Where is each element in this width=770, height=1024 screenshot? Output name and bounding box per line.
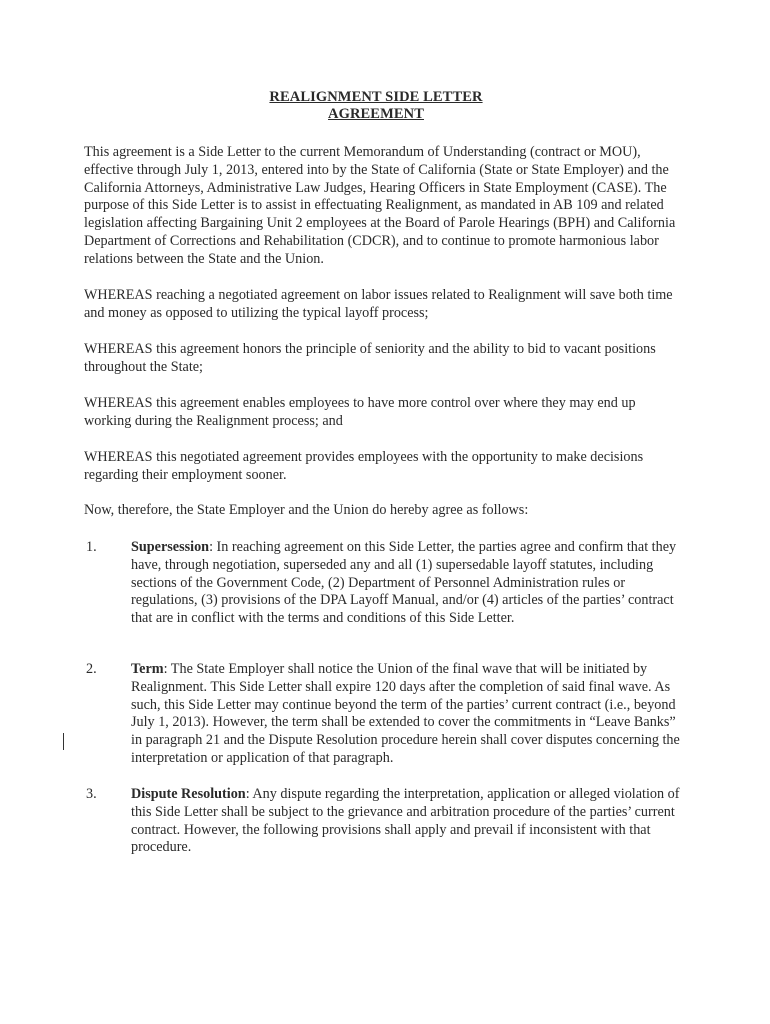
whereas-clause-2: WHEREAS this agreement honors the principle of seniority and the ability to bid to vacant positions throughout the State;	[84, 341, 656, 375]
list-item-heading: Supersession	[131, 539, 210, 555]
list-item-number: 1.	[86, 539, 97, 555]
intro-paragraph: This agreement is a Side Letter to the current Memorandum of Understanding (contract or MOU), effective through July 1, 2013, entered into by the State of California (State or State Employer) and the California Attorneys, Administrative Law Judges, Hearing Officers in State Employment (CASE). The purpose of this Side Letter is to assist in effectuating Realignment, as mandated in AB 109 and related legislation affecting Bargaining Unit 2 employees at the Board of Parole Hearings (BPH) and California Department of Corrections and Rehabilitation (CDCR), and to continue to promote harmonious labor relations between the State and the Union.	[84, 144, 676, 267]
whereas-clause-3: WHEREAS this agreement enables employees to have more control over where they may end up working during the Realignment process; and	[84, 395, 636, 429]
whereas-clause-4: WHEREAS this negotiated agreement provides employees with the opportunity to make decisions regarding their employment sooner.	[84, 449, 644, 483]
document-title-line-2: AGREEMENT	[328, 106, 424, 122]
list-item-heading: Term	[131, 661, 164, 677]
list-item-text: : In reaching agreement on this Side Letter, the parties agree and confirm that they have, through negotiation, superseded any and all (1) supersedable layoff statutes, including sections of the Government Code, (2) Department of Personnel Administration rules or regulations, (3) provisions of the DPA Layoff Manual, and/or (4) articles of the parties’ contract that are in conflict with the terms and conditions of this Side Letter.	[131, 539, 677, 627]
therefore-clause: Now, therefore, the State Employer and the Union do hereby agree as follows:	[84, 502, 529, 518]
whereas-clause-1: WHEREAS reaching a negotiated agreement on labor issues related to Realignment will save both time and money as opposed to utilizing the typical layoff process;	[84, 287, 673, 321]
document-title-line-1: REALIGNMENT SIDE LETTER	[269, 89, 483, 105]
list-item-number: 2.	[86, 661, 97, 677]
list-item-body	[131, 661, 684, 768]
list-item-number: 3.	[86, 786, 97, 802]
revision-margin-mark	[63, 733, 64, 750]
list-item-body	[131, 539, 684, 628]
list-item-body	[131, 786, 684, 857]
list-item-text: : Any dispute regarding the interpretation, application or alleged violation of this Side Letter shall be subject to the grievance and arbitration procedure of the parties’ current contract. However, the following provisions shall apply and prevail if inconsistent with that procedure.	[131, 786, 680, 856]
list-item-text: : The State Employer shall notice the Union of the final wave that will be initiated by Realignment. This Side Letter shall expire 120 days after the completion of said final wave. As such, this Side Letter may continue beyond the term of the parties’ current contract (i.e., beyond July 1, 2013). However, the term shall be extended to cover the commitments in “Leave Banks” in paragraph 21 and the Dispute Resolution procedure herein shall cover disputes concerning the interpretation or application of that paragraph.	[131, 661, 680, 766]
list-item-heading: Dispute Resolution	[131, 786, 246, 802]
